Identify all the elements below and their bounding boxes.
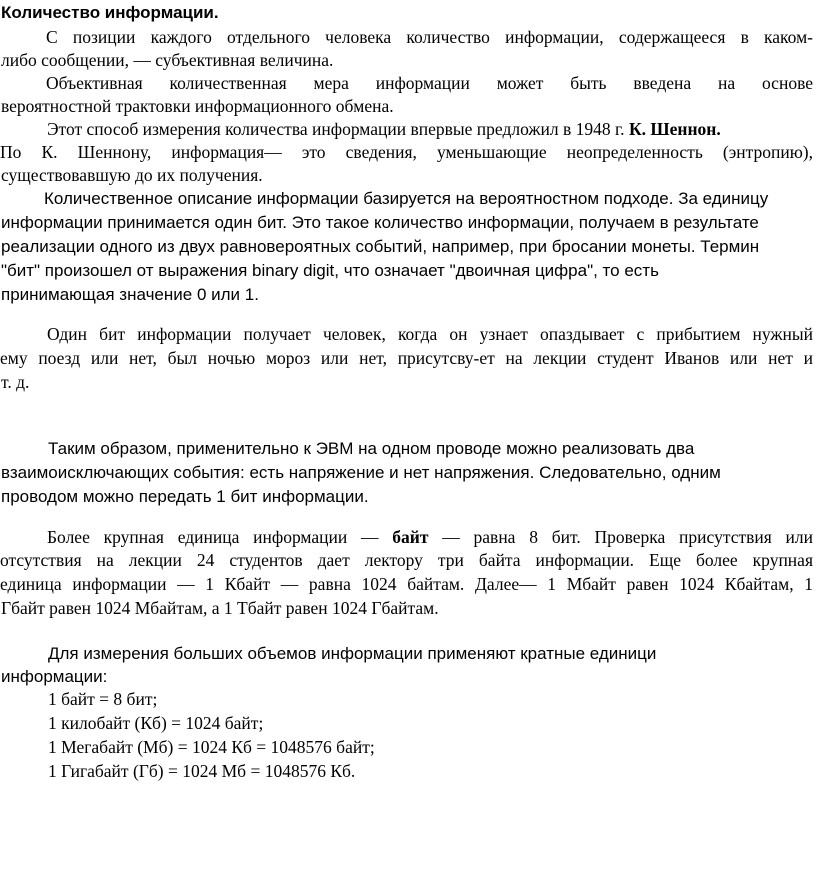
paragraph-5-line-3: т. д. bbox=[1, 372, 30, 392]
paragraph-6-line-1: Таким образом, применительно к ЭВМ на одном проводе можно реализовать два bbox=[48, 439, 695, 458]
paragraph-7-line-4: Гбайт равен 1024 Мбайтам, а 1 Тбайт равен 1024 Гбайтам. bbox=[1, 598, 439, 618]
unit-list-item: 1 байт = 8 бит; bbox=[48, 689, 158, 709]
paragraph-8-line-2: информации: bbox=[1, 667, 108, 686]
paragraph-6-line-3: проводом можно передать 1 бит информации. bbox=[1, 487, 369, 506]
paragraph-5-line-1: Один бит информации получает человек, когда он узнает опаздывает с прибытием нужный bbox=[47, 324, 813, 344]
paragraph-3-line-1 bbox=[47, 118, 721, 140]
paragraph-3-text: Этот способ измерения количества информации впервые предложил в 1948 г. bbox=[47, 119, 625, 139]
paragraph-4-line-1: Количественное описание информации базируется на вероятностном подходе. За единицу bbox=[44, 189, 769, 208]
unit-list-item: 1 Мегабайт (Мб) = 1024 Кб = 1048576 байт; bbox=[48, 737, 375, 757]
paragraph-7-line-2: отсутствия на лекции 24 студентов дает лектору три байта информации. Еще более крупная bbox=[0, 550, 813, 570]
shannon-name: К. Шеннон. bbox=[628, 119, 721, 139]
bait-term: байт bbox=[392, 527, 429, 547]
paragraph-7-line-3: единица информации — 1 Кбайт — равна 1024 байтам. Далее— 1 Мбайт равен 1024 Кбайтам, 1 bbox=[0, 574, 813, 594]
paragraph-8-line-1: Для измерения больших объемов информации применяют кратные единици bbox=[48, 644, 657, 663]
paragraph-4-line-3: реализации одного из двух равновероятных событий, например, при бросании монеты. Термин bbox=[1, 237, 760, 256]
paragraph-1-line-1: С позиции каждого отдельного человека количество информации, содержащееся в каком- bbox=[46, 27, 813, 47]
paragraph-3-line-3: существовавшую до их получения. bbox=[1, 165, 263, 185]
page-title: Количество информации. bbox=[1, 3, 219, 22]
paragraph-1-line-2: либо сообщении, — субъективная величина. bbox=[1, 50, 334, 70]
paragraph-3-line-2: По К. Шеннону, информация— это сведения, уменьшающие неопределенность (энтропию), bbox=[0, 142, 813, 162]
paragraph-7-line-1 bbox=[0, 526, 813, 548]
unit-list-item: 1 килобайт (Кб) = 1024 байт; bbox=[48, 713, 264, 733]
unit-list-item: 1 Гигабайт (Гб) = 1024 Мб = 1048576 Кб. bbox=[48, 761, 356, 781]
paragraph-7-text-a: Более крупная единица информации — bbox=[47, 527, 379, 547]
paragraph-4-line-2: информации принимается один бит. Это такое количество информации, получаем в результате bbox=[1, 213, 759, 232]
paragraph-2-line-1: Объективная количественная мера информации может быть введена на основе bbox=[46, 73, 813, 93]
paragraph-4-line-5: принимающая значение 0 или 1. bbox=[1, 285, 259, 304]
paragraph-4-line-4: "бит" произошел от выражения binary digit, что означает "двоичная цифра", то есть bbox=[1, 261, 659, 280]
paragraph-7-text-c: — равна 8 бит. Проверка присутствия или bbox=[442, 527, 814, 547]
paragraph-2-line-2: вероятностной трактовки информационного обмена. bbox=[1, 96, 394, 116]
paragraph-5-line-2: ему поезд или нет, был ночью мороз или нет, присутсву-ет на лекции студент Иванов или нет и bbox=[0, 348, 813, 368]
paragraph-6-line-2: взаимоисключающих события: есть напряжение и нет напряжения. Следовательно, одним bbox=[1, 463, 721, 482]
